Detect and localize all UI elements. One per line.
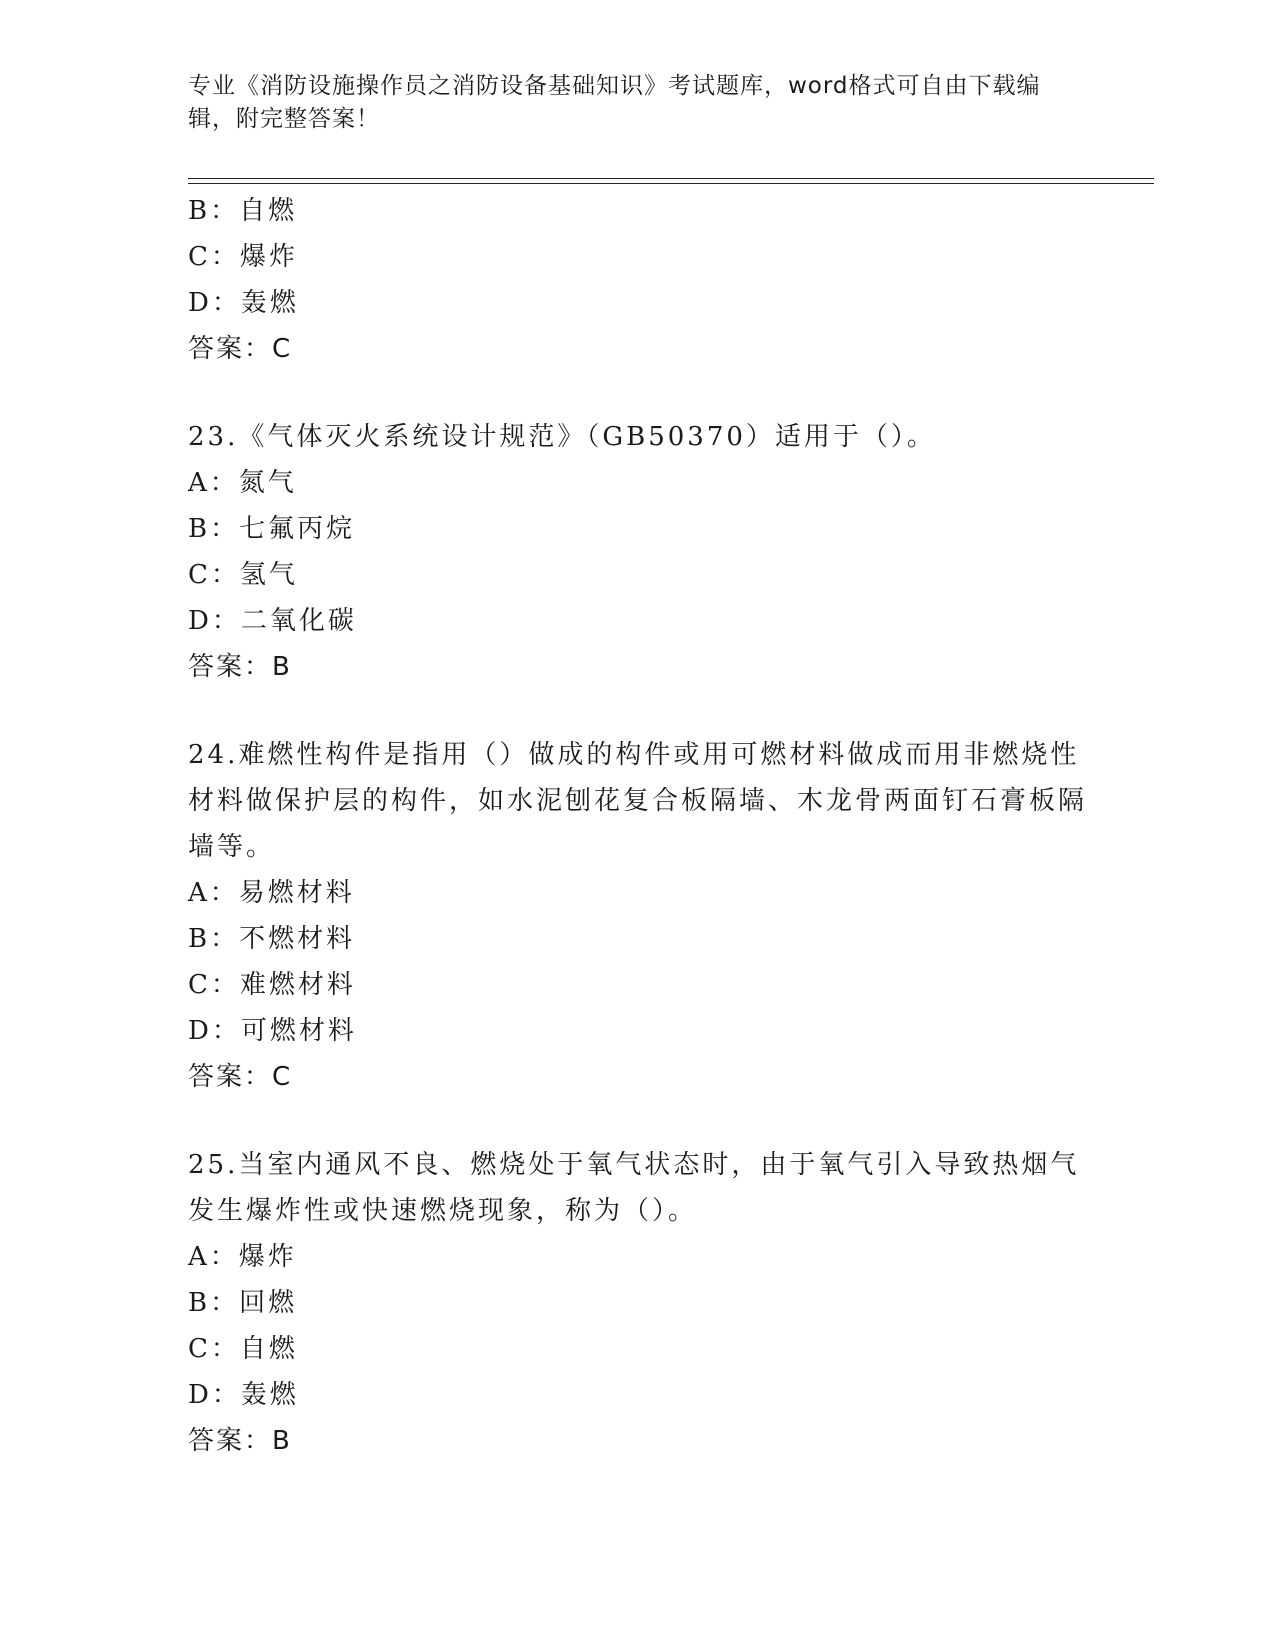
option-b: B：回燃 xyxy=(188,1288,298,1318)
option-a: A：爆炸 xyxy=(188,1242,297,1272)
question-block xyxy=(188,732,1088,1100)
document-header: 专业《消防设施操作员之消防设备基础知识》考试题库，word格式可自由下载编辑，附完整答案！ xyxy=(188,73,1041,132)
header-rule-bottom xyxy=(188,183,1154,184)
option-c: C：爆炸 xyxy=(188,242,298,272)
answer-line: 答案：C xyxy=(188,334,293,364)
option-d: D：二氧化碳 xyxy=(188,606,357,636)
answer-line: 答案：C xyxy=(188,1062,293,1092)
option-d: D：可燃材料 xyxy=(188,1016,357,1046)
answer-line: 答案：B xyxy=(188,1426,292,1456)
question-block xyxy=(188,188,1088,372)
option-d: D：轰燃 xyxy=(188,288,299,318)
option-a: A：氮气 xyxy=(188,468,297,498)
option-a: A：易燃材料 xyxy=(188,878,355,908)
question-stem: 25.当室内通风不良、燃烧处于氧气状态时，由于氧气引入导致热烟气发生爆炸性或快速燃烧现象，称为（）。 xyxy=(188,1150,1080,1226)
question-list xyxy=(188,188,1088,1464)
question-stem: 23.《气体灭火系统设计规范》（GB50370）适用于（）。 xyxy=(188,422,936,452)
option-b: B：七氟丙烷 xyxy=(188,514,356,544)
option-d: D：轰燃 xyxy=(188,1380,299,1410)
option-c: C：氢气 xyxy=(188,560,298,590)
question-block xyxy=(188,1142,1088,1464)
answer-line: 答案：B xyxy=(188,652,292,682)
option-c: C：自燃 xyxy=(188,1334,298,1364)
question-stem: 24.难燃性构件是指用（）做成的构件或用可燃材料做成而用非燃烧性材料做保护层的构件，如水泥刨花复合板隔墙、木龙骨两面钉石膏板隔墙等。 xyxy=(188,740,1088,862)
question-block xyxy=(188,414,1088,690)
option-c: C：难燃材料 xyxy=(188,970,356,1000)
option-b: B：自燃 xyxy=(188,196,298,226)
header-rule-top xyxy=(188,178,1154,179)
option-b: B：不燃材料 xyxy=(188,924,356,954)
